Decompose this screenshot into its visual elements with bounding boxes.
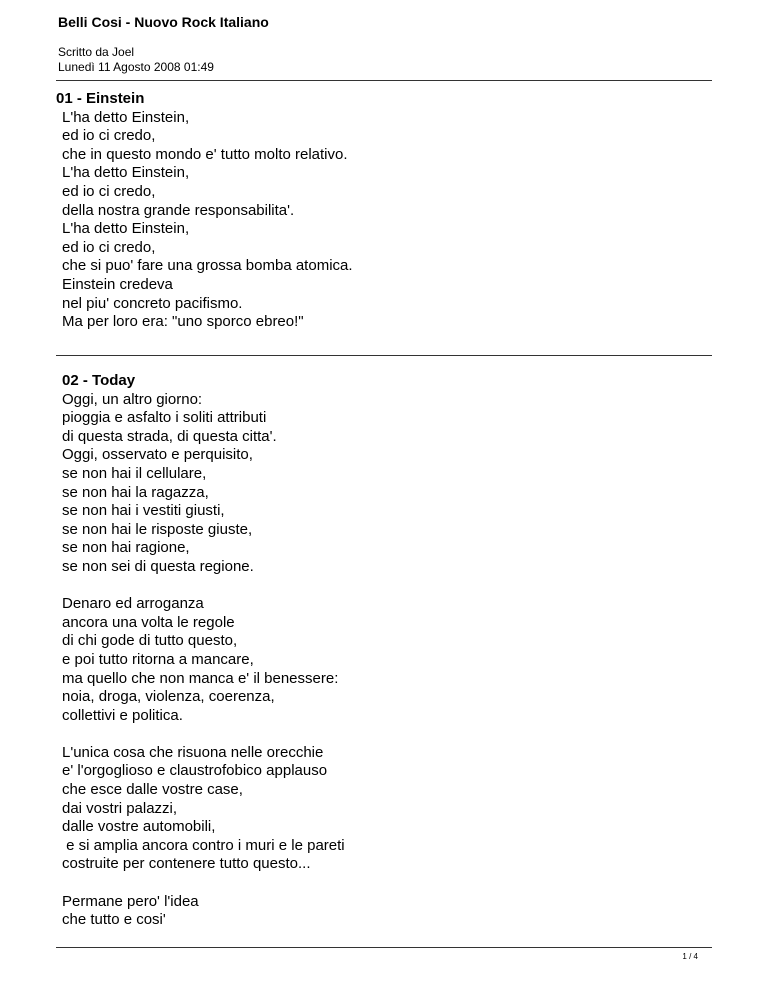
date-line: Lunedì 11 Agosto 2008 01:49 [58,60,214,74]
stanza [62,893,345,930]
lyric-line: di questa strada, di questa citta'. [62,427,277,445]
footer-divider [56,947,712,948]
lyric-line: se non sei di questa regione. [62,557,254,575]
stanza [62,391,345,577]
lyric-line: ed io ci credo, [62,182,156,200]
lyric-line: ed io ci credo, [62,238,156,256]
lyric-line: ma quello che non manca e' il benessere: [62,669,339,687]
lyric-line: ed io ci credo, [62,127,156,145]
lyric-line: se non hai la ragazza, [62,483,209,501]
lyric-line: che tutto e cosi' [62,911,166,929]
lyric-line: Oggi, un altro giorno: [62,390,203,408]
song-title: 01 - Einstein [56,90,145,107]
lyric-line: e' l'orgoglioso e claustrofobico applauso [62,762,328,780]
lyric-line: se non hai i vestiti giusti, [62,502,225,520]
lyric-line: e poi tutto ritorna a mancare, [62,650,254,668]
lyric-line: L'ha detto Einstein, [62,220,190,238]
lyric-line: Permane pero' l'idea [62,892,199,910]
lyric-line: di chi gode di tutto questo, [62,632,238,650]
lyric-line: dalle vostre automobili, [62,818,216,836]
song-einstein [56,90,353,332]
lyric-line: pioggia e asfalto i soliti attributi [62,409,267,427]
song-title: 02 - Today [62,372,136,389]
author-line: Scritto da Joel [58,45,135,59]
song-today [62,372,345,930]
lyric-line: noia, droga, violenza, coerenza, [62,688,275,706]
header-divider [56,80,712,81]
lyric-line: costruite per contenere tutto questo... [62,855,311,873]
lyric-line: se non hai il cellulare, [62,464,207,482]
lyric-line: Oggi, osservato e perquisito, [62,446,253,464]
lyric-line: e si amplia ancora contro i muri e le pareti [62,836,345,854]
lyric-line: Denaro ed arroganza [62,595,204,613]
lyric-line: Ma per loro era: "uno sporco ebreo!" [62,313,304,331]
lyric-line: collettivi e politica. [62,706,183,724]
lyric-line: ancora una volta le regole [62,613,235,631]
page-number: 1 / 4 [682,952,698,961]
section-divider [56,355,712,356]
lyric-line: L'ha detto Einstein, [62,164,190,182]
lyric-line: che esce dalle vostre case, [62,781,243,799]
stanza-spacer [62,874,345,893]
stanza-spacer [62,725,345,744]
lyric-line: L'unica cosa che risuona nelle orecchie [62,743,324,761]
lyric-line: dai vostri palazzi, [62,799,178,817]
lyric-line: che si puo' fare una grossa bomba atomica. [62,257,353,275]
document-title: Belli Cosi - Nuovo Rock Italiano [58,14,269,30]
lyric-line: se non hai ragione, [62,539,190,557]
lyric-line: nel piu' concreto pacifismo. [62,294,243,312]
lyric-line: della nostra grande responsabilita'. [62,201,295,219]
lyric-line: Einstein credeva [62,275,173,293]
stanza [62,744,345,874]
stanza-spacer [62,577,345,596]
stanza [62,595,345,725]
lyric-line: che in questo mondo e' tutto molto relativo. [62,145,348,163]
lyric-line: L'ha detto Einstein, [62,108,190,126]
song-lyrics [56,109,353,332]
lyric-line: se non hai le risposte giuste, [62,520,253,538]
